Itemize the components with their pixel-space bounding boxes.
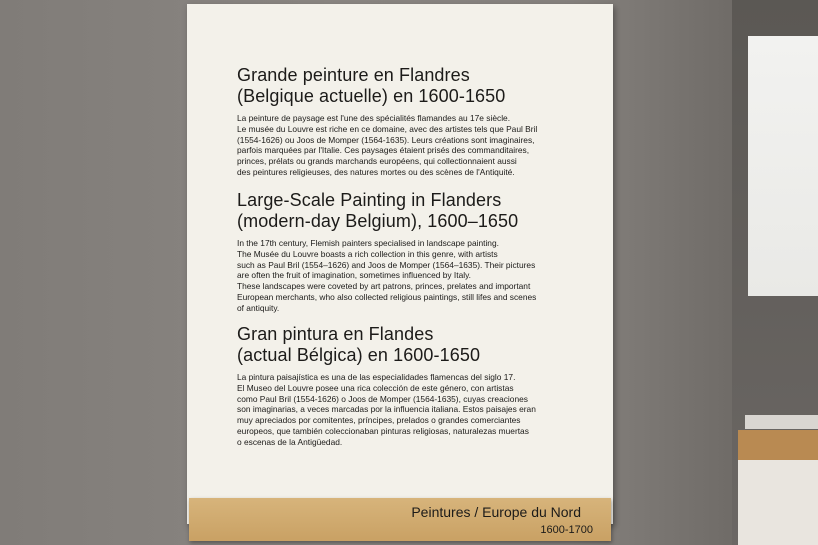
section-spanish [237,324,607,448]
section-body [237,238,607,314]
body-line: o escenas de la Antigüedad. [237,436,343,447]
category-dates: 1600-1700 [540,524,593,536]
section-heading [237,190,607,232]
body-line: des peintures religieuses, des natures mortes ou des scènes de l'Antiquité. [237,166,515,177]
body-line: son imaginarias, a veces marcadas por la influencia italiana. Estos paisajes eran [237,404,536,415]
museum-label-panel [187,4,613,524]
background-window [748,36,818,296]
body-line: such as Paul Bril (1554–1626) and Joos de Momper (1564–1635). Their pictures [237,259,536,270]
category-plaque [189,498,611,541]
section-body [237,113,607,178]
body-line: La pintura paisajística es una de las especialidades flamencas del siglo 17. [237,372,516,382]
body-line: In the 17th century, Flemish painters specialised in landscape painting. [237,238,499,248]
heading-line: (actual Bélgica) en 1600-1650 [237,345,481,365]
body-line: parfois marquées par l'Italie. Ces paysages étaient prisés des commanditaires, [237,145,530,156]
section-body [237,372,607,448]
heading-line: (modern-day Belgium), 1600–1650 [237,211,519,231]
body-line: European merchants, who also collected religious paintings, still lifes and scenes [237,291,537,302]
background-frame [738,430,818,460]
heading-line: Grande peinture en Flandres [237,65,470,85]
background-canvas [738,460,818,545]
heading-line: Large-Scale Painting in Flanders [237,190,502,210]
body-line: El Museo del Louvre posee una rica colección de este género, con artistas [237,382,514,393]
heading-line: (Belgique actuelle) en 1600-1650 [237,86,506,106]
body-line: Le musée du Louvre est riche en ce domaine, avec des artistes tels que Paul Bril [237,123,538,134]
section-english [237,190,607,314]
body-line: europeos, que también coleccionaban pinturas religiosas, naturalezas muertas [237,425,529,436]
body-line: These landscapes were coveted by art patrons, princes, prelates and important [237,281,531,292]
background-frame-edge [745,415,818,429]
body-line: The Musée du Louvre boasts a rich collection in this genre, with artists [237,248,498,259]
body-line: muy apreciados por comitentes, príncipes, prelados o grandes comerciantes [237,415,521,426]
category-title: Peintures / Europe du Nord [411,504,581,520]
section-french [237,65,607,178]
body-line: of antiquity. [237,302,280,313]
body-line: como Paul Bril (1554-1626) o Joos de Momper (1564-1635), cuyas creaciones [237,393,528,404]
body-line: princes, prélats ou grands marchands européens, qui collectionnaient aussi [237,156,517,167]
section-heading [237,324,607,366]
heading-line: Gran pintura en Flandes [237,324,434,344]
body-line: are often the fruit of imagination, sometimes influenced by Italy. [237,270,471,281]
section-heading [237,65,607,107]
body-line: La peinture de paysage est l'une des spécialités flamandes au 17e siècle. [237,113,511,123]
body-line: (1554-1626) ou Joos de Momper (1564-1635). Leurs créations sont imaginaires, [237,134,535,145]
